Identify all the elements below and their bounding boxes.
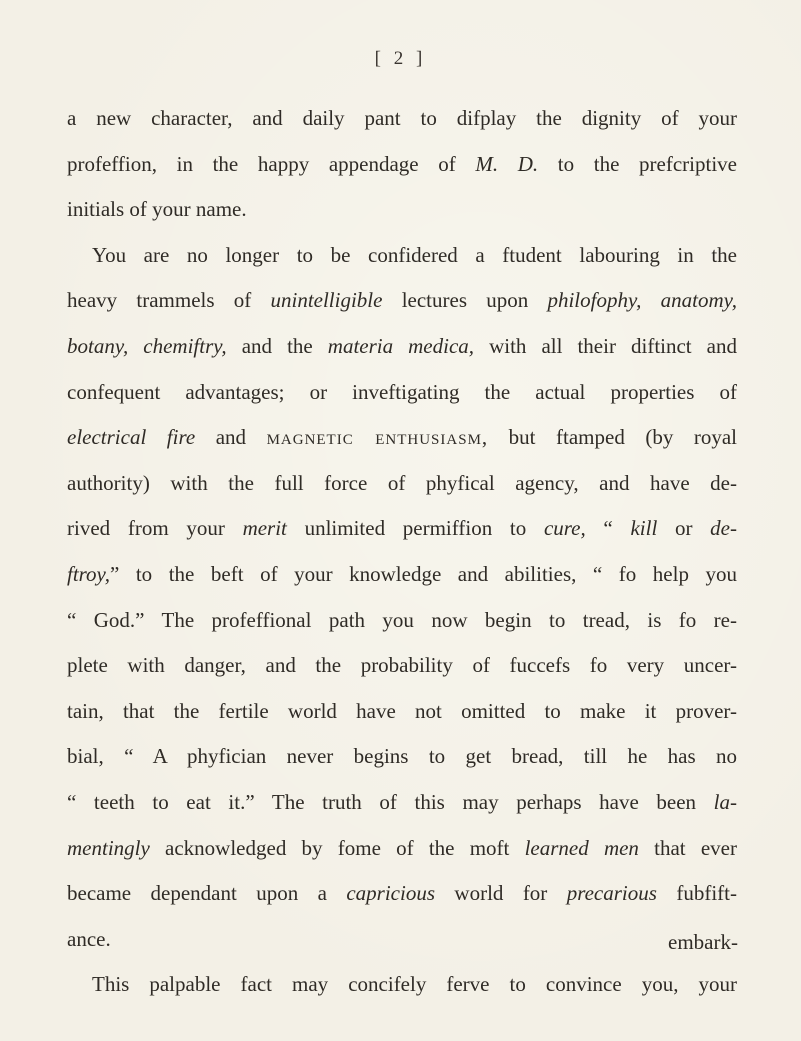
text-segment: that ever [638, 835, 737, 860]
text-segment: initials of your name. [67, 197, 247, 222]
text-segment: “ teeth to eat it.” The truth of this may perhaps have been [67, 789, 714, 814]
text-segment: and the [226, 333, 328, 358]
text-segment: plete with danger, and the probability of fuccefs fo very uncer- [67, 653, 737, 678]
catchword: embark- [668, 930, 738, 954]
text-line [67, 552, 737, 598]
text-line [67, 233, 737, 279]
text-line [67, 598, 737, 644]
text-segment: acknowledged by fome of the moft [149, 835, 525, 860]
italic-text: unintelligible [270, 288, 383, 313]
text-segment: with all their diftinct and [474, 333, 737, 358]
text-segment: tain, that the fertile world have not omitted to make it prover- [67, 698, 737, 723]
body-text [67, 96, 737, 1008]
text-line [67, 415, 737, 461]
text-segment: bial, “ A phyfician never begins to get bread, till he has no [67, 744, 737, 769]
text-segment: a new character, and daily pant to difplay the dignity of your [67, 106, 737, 130]
italic-text: botany, chemiftry, [67, 333, 227, 358]
italic-text: kill [630, 516, 658, 541]
text-line [67, 917, 737, 963]
text-segment: to the prefcriptive [538, 151, 737, 176]
text-line [67, 370, 737, 416]
text-segment: “ God.” The profeffional path you now begin to tread, is fo re- [67, 607, 737, 632]
italic-text: philofophy, anatomy, [547, 288, 737, 313]
text-line [67, 461, 737, 507]
text-line [67, 187, 737, 233]
text-line [67, 689, 737, 735]
italic-text: la- [713, 789, 737, 814]
text-segment: but ftamped (by royal [488, 425, 737, 450]
text-segment: This palpable fact may concifely ferve to convince you, your [92, 972, 737, 997]
text-segment: “ [585, 516, 631, 541]
text-line [67, 780, 737, 826]
text-segment: ance. [67, 926, 111, 951]
italic-text: ftroy, [67, 561, 110, 586]
text-segment: confequent advantages; or inveftigating the actual properties of [67, 379, 737, 404]
text-segment: fubfift- [656, 881, 737, 906]
small-caps-text: magnetic enthusiasm, [266, 425, 489, 450]
italic-text: merit [242, 516, 287, 541]
italic-text: cure, [543, 516, 586, 541]
italic-text: precarious [566, 881, 657, 906]
text-segment: became dependant upon a [67, 881, 347, 906]
page-number: [ 2 ] [374, 48, 427, 69]
text-line [67, 643, 737, 689]
text-line [67, 96, 737, 142]
italic-text: M. D. [475, 151, 539, 176]
italic-text: materia medica, [327, 333, 475, 358]
text-segment: heavy trammels of [67, 288, 271, 313]
text-segment: rived from your [67, 516, 243, 541]
text-segment: You are no longer to be confidered a ftudent labouring in the [92, 242, 737, 267]
text-line [67, 826, 737, 872]
text-line [67, 506, 737, 552]
italic-text: de- [710, 516, 737, 541]
italic-text: electrical fire [67, 425, 196, 450]
text-segment: authority) with the full force of phyfical agency, and have de- [67, 470, 737, 495]
text-line [67, 324, 737, 370]
text-line [67, 734, 737, 780]
text-line [67, 962, 737, 1008]
text-segment: lectures upon [382, 288, 548, 313]
text-segment: unlimited permiffion to [286, 516, 544, 541]
text-line [67, 278, 737, 324]
text-line [67, 142, 737, 188]
text-segment: ” to the beft of your knowledge and abilities, “ fo help you [109, 561, 737, 586]
italic-text: learned men [524, 835, 639, 860]
italic-text: mentingly [67, 835, 150, 860]
text-line [67, 871, 737, 917]
text-segment: and [195, 425, 267, 450]
text-segment: world for [435, 881, 567, 906]
text-segment: profeffion, in the happy appendage of [67, 151, 476, 176]
text-segment: or [657, 516, 711, 541]
italic-text: capricious [346, 881, 436, 906]
